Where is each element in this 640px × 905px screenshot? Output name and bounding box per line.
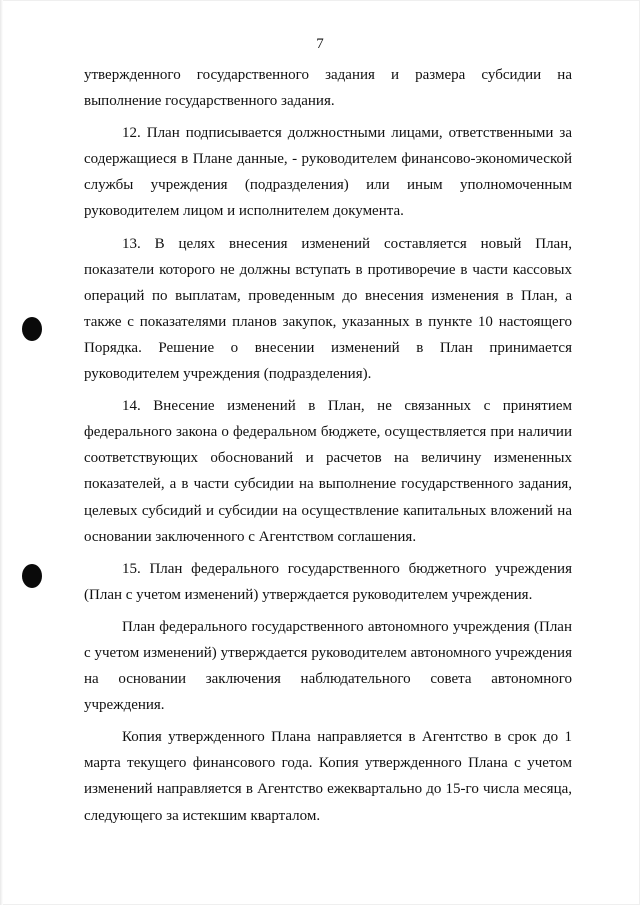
page-number: 7 — [316, 36, 324, 52]
paragraph-item-13: 13. В целях внесения изменений составляется новый План, показатели которого не должны вступать в противоречие в части кассовых операций по выплатам, проведенным до внесения изменения в План, а также с показателями планов закупок, указанных в пункте 10 настоящего Порядка. Решение о внесении изменений в План принимается руководителем учреждения (подразделения). — [84, 235, 572, 383]
paragraph-plan-copy: Копия утвержденного Плана направляется в Агентство в срок до 1 марта текущего финансового года. Копия утвержденного Плана с учетом изменений направляется в Агентство ежеквартально до 15-го числа месяца, следующего за истекшим кварталом. — [84, 729, 572, 824]
binder-hole-top — [22, 317, 42, 341]
page-edge-shadow — [0, 0, 3, 905]
document-body — [84, 62, 572, 829]
binder-hole-bottom — [22, 564, 42, 588]
paragraph-item-12: 12. План подписывается должностными лицами, ответственными за содержащиеся в Плане данные, - руководителем финансово-экономической службы учреждения (подразделения) или иным уполномоченным руководителем лицом и исполнителем документа. — [84, 125, 572, 220]
paragraph-autonomous-plan: План федерального государственного автономного учреждения (План с учетом изменений) утверждается руководителем автономного учреждения на основании заключения наблюдательного совета автономного учреждения. — [84, 618, 572, 714]
paragraph-continuation: утвержденного государственного задания и размера субсидии на выполнение государственного задания. — [84, 67, 572, 110]
paragraph-item-14: 14. Внесение изменений в План, не связанных с принятием федерального закона о федеральном бюджете, осуществляется при наличии соответствующих обоснований и расчетов на величину измененных показателей, а в части субсидии на выполнение государственного задания, целевых субсидий и субсидии на осуществление капитальных вложений на основании заключенного с Агентством соглашения. — [84, 398, 572, 545]
paragraph-item-15: 15. План федерального государственного бюджетного учреждения (План с учетом изменений) утверждается руководителем учреждения. — [84, 560, 572, 603]
